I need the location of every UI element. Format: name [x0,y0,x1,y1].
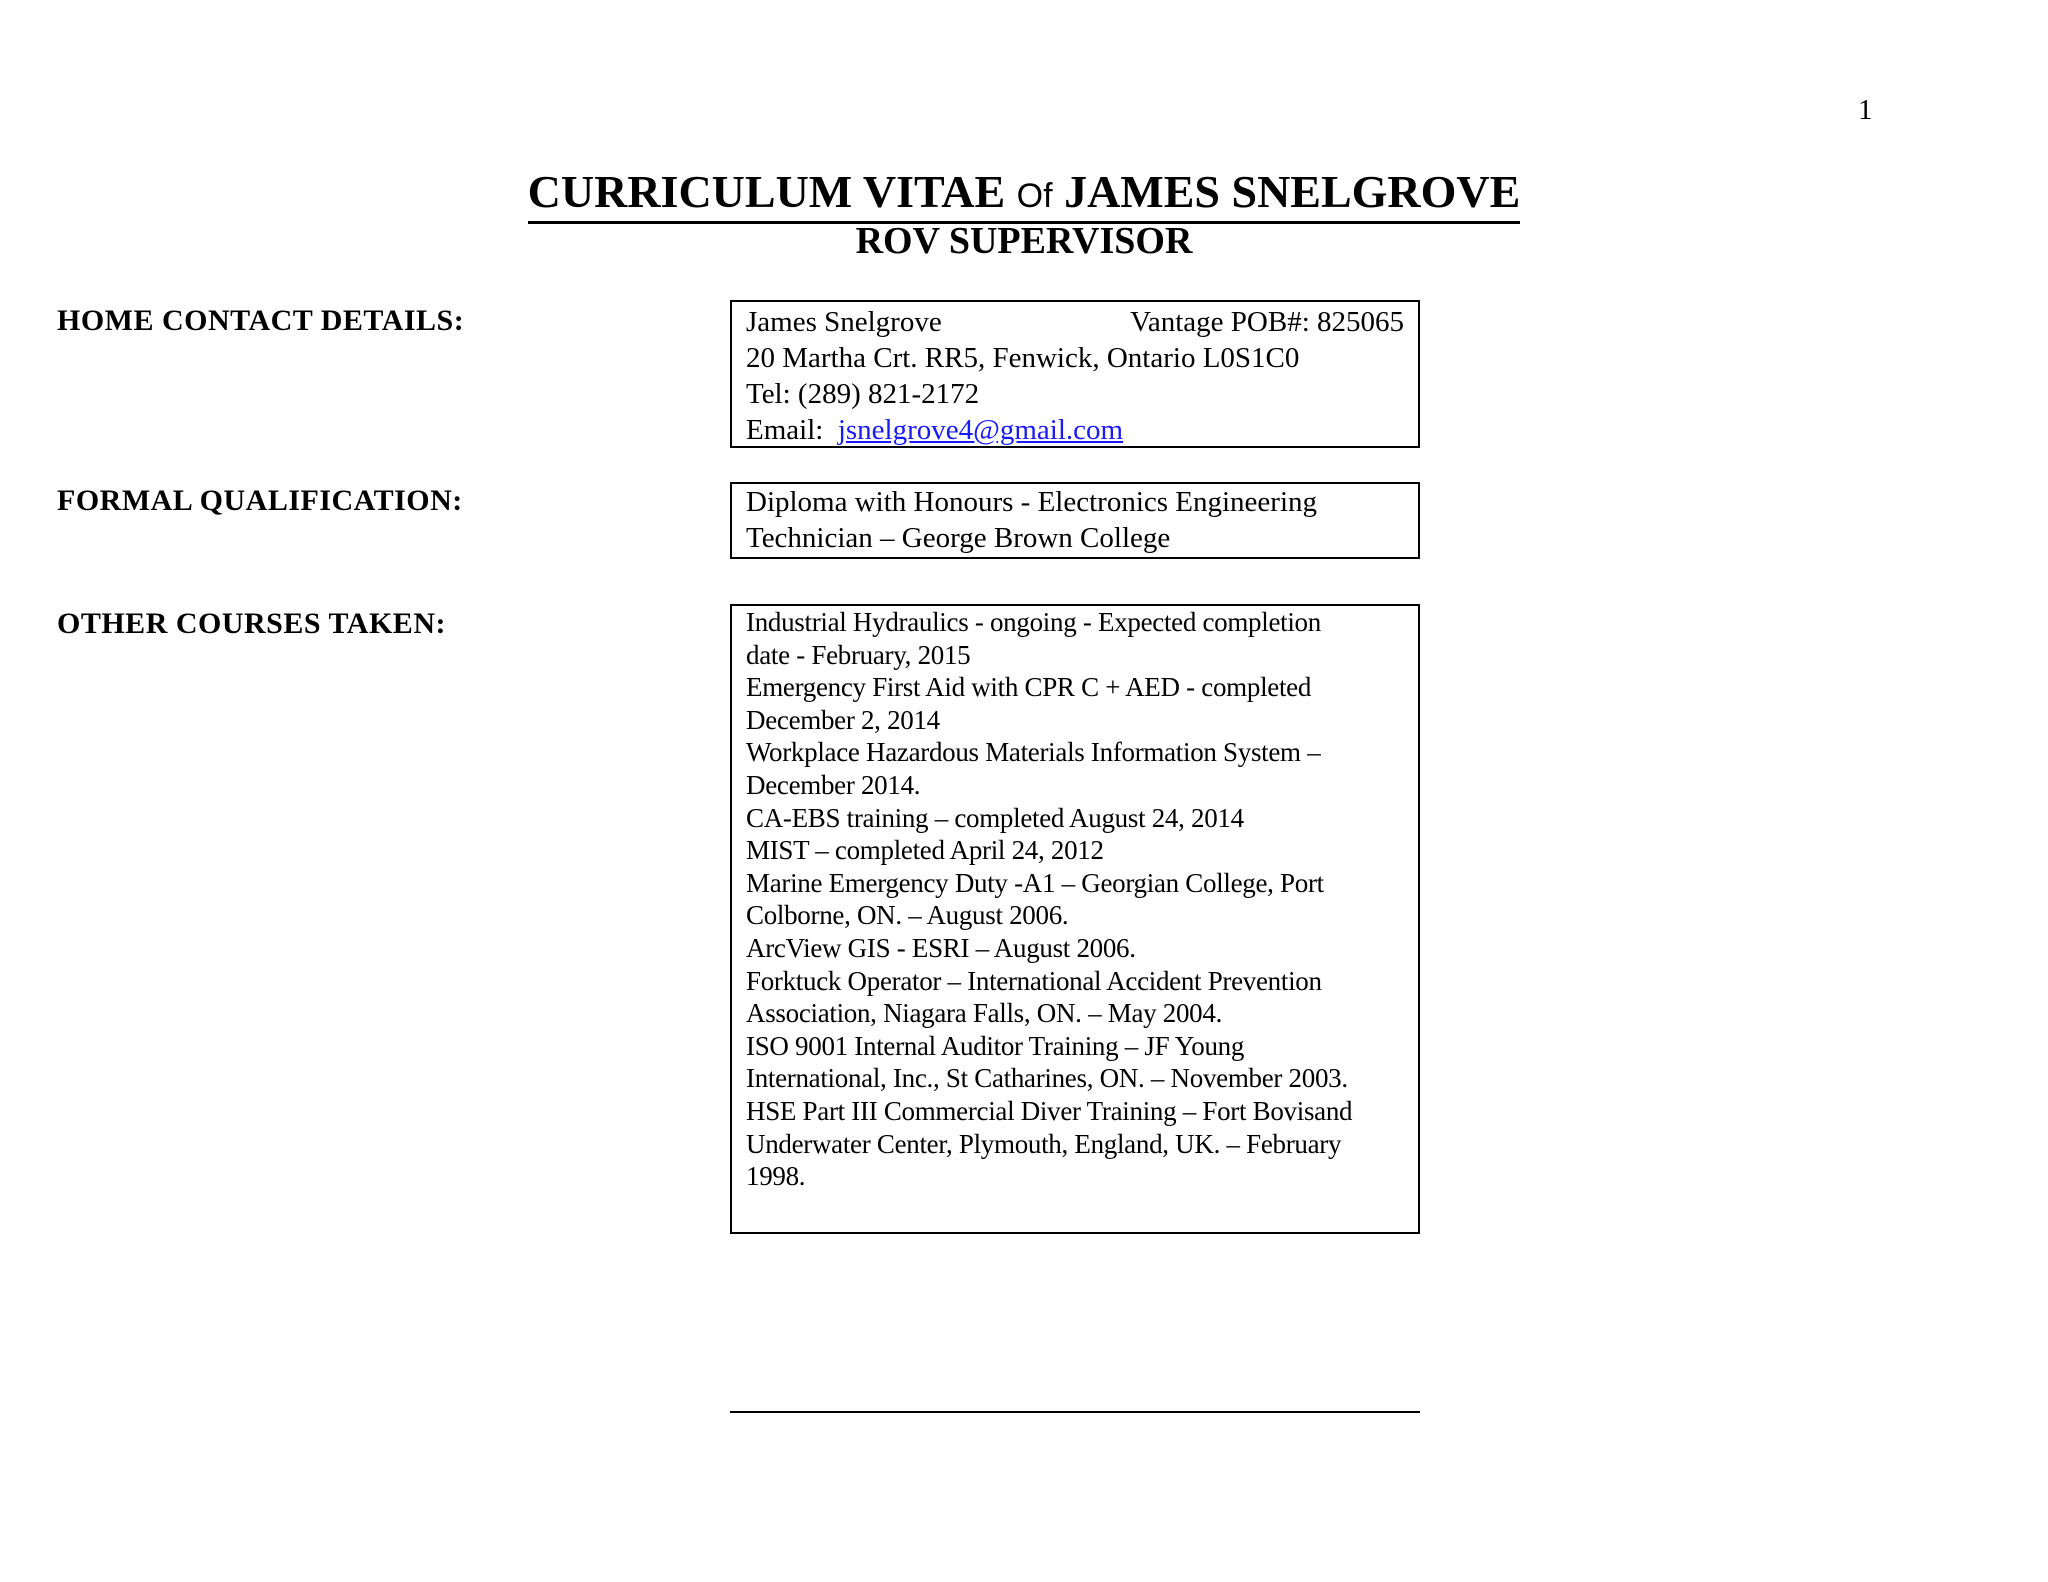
page-title [0,164,2048,224]
contact-tel: Tel: (289) 821-2172 [746,378,980,410]
course-line: Colborne, ON. – August 2006. [746,900,1069,931]
course-line: International, Inc., St Catharines, ON. – November 2003. [746,1063,1348,1094]
courses-box [730,604,1420,1234]
courses-section-label: OTHER COURSES TAKEN: [57,607,446,640]
course-line: CA-EBS training – completed August 24, 2014 [746,802,1244,833]
contact-name-row [746,304,1404,340]
contact-address: 20 Martha Crt. RR5, Fenwick, Ontario L0S1C0 [746,342,1300,374]
page-number: 1 [1858,94,1873,126]
contact-box [730,300,1420,448]
course-line: 1998. [746,1161,806,1192]
bottom-divider-line [730,1411,1420,1413]
course-line: ArcView GIS - ESRI – August 2006. [746,932,1136,963]
course-line: ISO 9001 Internal Auditor Training – JF Young [746,1030,1245,1061]
qualification-section-label: FORMAL QUALIFICATION: [57,484,463,517]
title-underline [528,167,1521,224]
email-link[interactable]: jsnelgrove4@gmail.com [837,414,1124,446]
course-line: Workplace Hazardous Materials Information System – [746,737,1321,768]
course-line: Forktuck Operator – International Accident Prevention [746,965,1322,996]
course-line: Marine Emergency Duty -A1 – Georgian College, Port [746,867,1324,898]
contact-name: James Snelgrove [746,306,942,338]
contact-email-label: Email: [746,414,824,446]
contact-email-row [746,412,1404,448]
course-line: HSE Part III Commercial Diver Training – Fort Bovisand [746,1095,1353,1126]
title-main: CURRICULUM VITAE [527,166,1006,217]
title-name: JAMES SNELGROVE [1064,166,1521,217]
qualification-line: Technician – George Brown College [746,522,1171,554]
course-line: MIST – completed April 24, 2012 [746,835,1104,866]
qualification-line: Diploma with Honours - Electronics Engineering [746,486,1318,518]
course-line: December 2, 2014 [746,704,940,735]
course-line: Industrial Hydraulics - ongoing - Expected completion [746,607,1321,637]
qualification-box [730,482,1420,559]
course-line: Association, Niagara Falls, ON. – May 2004. [746,998,1223,1029]
course-line: date - February, 2015 [746,639,971,670]
contact-section-label: HOME CONTACT DETAILS: [57,304,465,337]
course-line: Emergency First Aid with CPR C + AED - completed [746,672,1312,703]
title-of: Of [1016,177,1053,215]
contact-pob: Vantage POB#: 825065 [1130,306,1404,338]
page-subtitle: ROV SUPERVISOR [855,220,1193,262]
course-line: December 2014. [746,769,921,800]
course-line: Underwater Center, Plymouth, England, UK. – February [746,1128,1342,1159]
